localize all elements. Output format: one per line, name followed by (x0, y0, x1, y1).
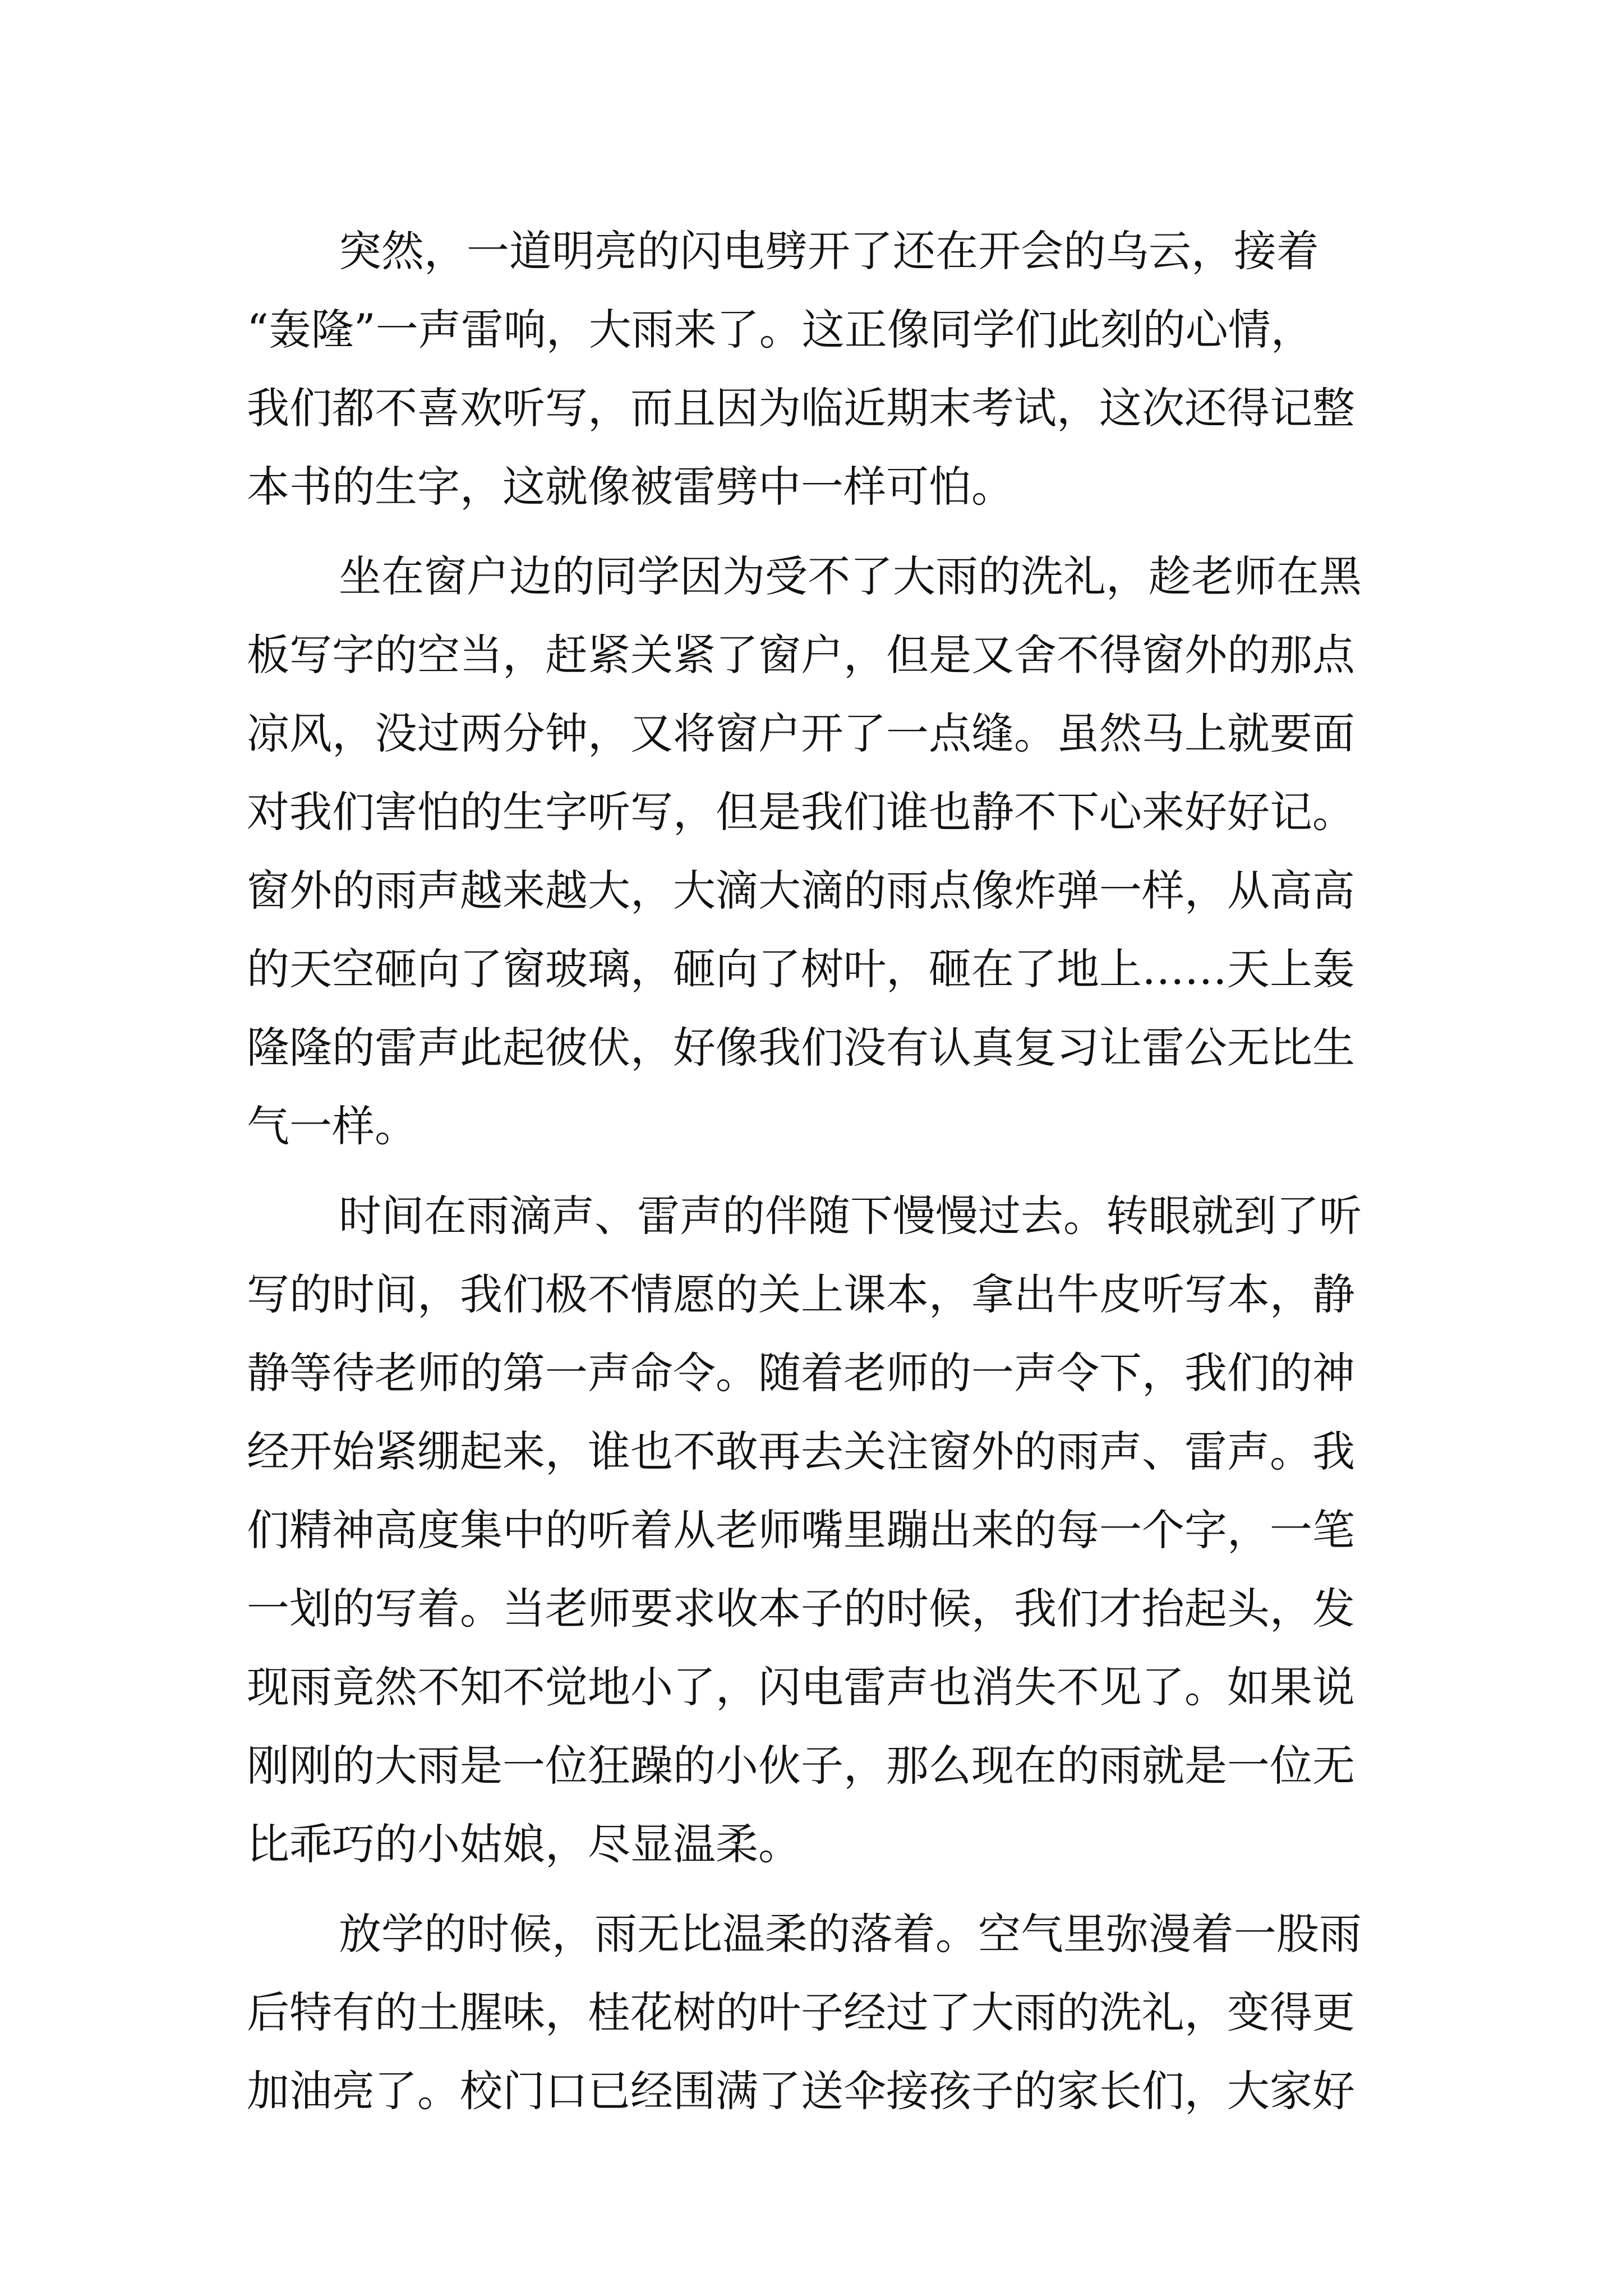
text-line: 经开始紧绷起来，谁也不敢再去关注窗外的雨声、雷声。我 (247, 1427, 1355, 1476)
paragraph (247, 537, 1396, 1166)
text-line: 的天空砸向了窗玻璃，砸向了树叶，砸在了地上……天上轰 (247, 944, 1355, 994)
text-line: 气一样。 (247, 1101, 417, 1151)
text-line: 板写字的空当，赶紧关紧了窗户，但是又舍不得窗外的那点 (247, 630, 1355, 680)
text-line: “轰隆”一声雷响，大雨来了。这正像同学们此刻的心情， (247, 305, 1313, 355)
paragraph-gap (247, 1166, 1396, 1177)
text-line: 加油亮了。校门口已经围满了送伞接孩子的家长们，大家好 (247, 2066, 1355, 2116)
text-line: 窗外的雨声越来越大，大滴大滴的雨点像炸弹一样，从高高 (247, 866, 1355, 915)
paragraph (247, 1177, 1396, 1884)
text-line: 后特有的土腥味，桂花树的叶子经过了大雨的洗礼，变得更 (247, 1987, 1355, 2037)
document-body (247, 212, 1396, 2131)
paragraph (247, 212, 1396, 526)
paragraph (247, 1895, 1396, 2131)
text-line: 对我们害怕的生字听写，但是我们谁也静不下心来好好记。 (247, 787, 1355, 837)
text-line: 凉风，没过两分钟，又将窗户开了一点缝。虽然马上就要面 (247, 708, 1355, 758)
text-line: 时间在雨滴声、雷声的伴随下慢慢过去。转眼就到了听 (339, 1191, 1362, 1241)
text-line: 突然，一道明亮的闪电劈开了还在开会的乌云，接着 (339, 226, 1319, 276)
text-line: 放学的时候，雨无比温柔的落着。空气里弥漫着一股雨 (339, 1909, 1362, 1959)
text-line: 坐在窗户边的同学因为受不了大雨的洗礼，趁老师在黑 (339, 551, 1362, 601)
text-line: 我们都不喜欢听写，而且因为临近期末考试，这次还得记整 (247, 383, 1355, 433)
paragraph-gap (247, 526, 1396, 537)
text-line: 现雨竟然不知不觉地小了，闪电雷声也消失不见了。如果说 (247, 1662, 1355, 1712)
paragraph-gap (247, 1884, 1396, 1895)
text-line: 静等待老师的第一声命令。随着老师的一声令下，我们的神 (247, 1348, 1355, 1398)
text-line: 比乖巧的小姑娘，尽显温柔。 (247, 1819, 801, 1869)
text-line: 隆隆的雷声此起彼伏，好像我们没有认真复习让雷公无比生 (247, 1023, 1355, 1073)
text-line: 写的时间，我们极不情愿的关上课本，拿出牛皮听写本，静 (247, 1269, 1355, 1319)
text-line: 本书的生字，这就像被雷劈中一样可怕。 (247, 462, 1014, 512)
text-line: 刚刚的大雨是一位狂躁的小伙子，那么现在的雨就是一位无 (247, 1741, 1355, 1791)
text-line: 一划的写着。当老师要求收本子的时候，我们才抬起头，发 (247, 1584, 1355, 1634)
text-line: 们精神高度集中的听着从老师嘴里蹦出来的每一个字，一笔 (247, 1505, 1355, 1555)
